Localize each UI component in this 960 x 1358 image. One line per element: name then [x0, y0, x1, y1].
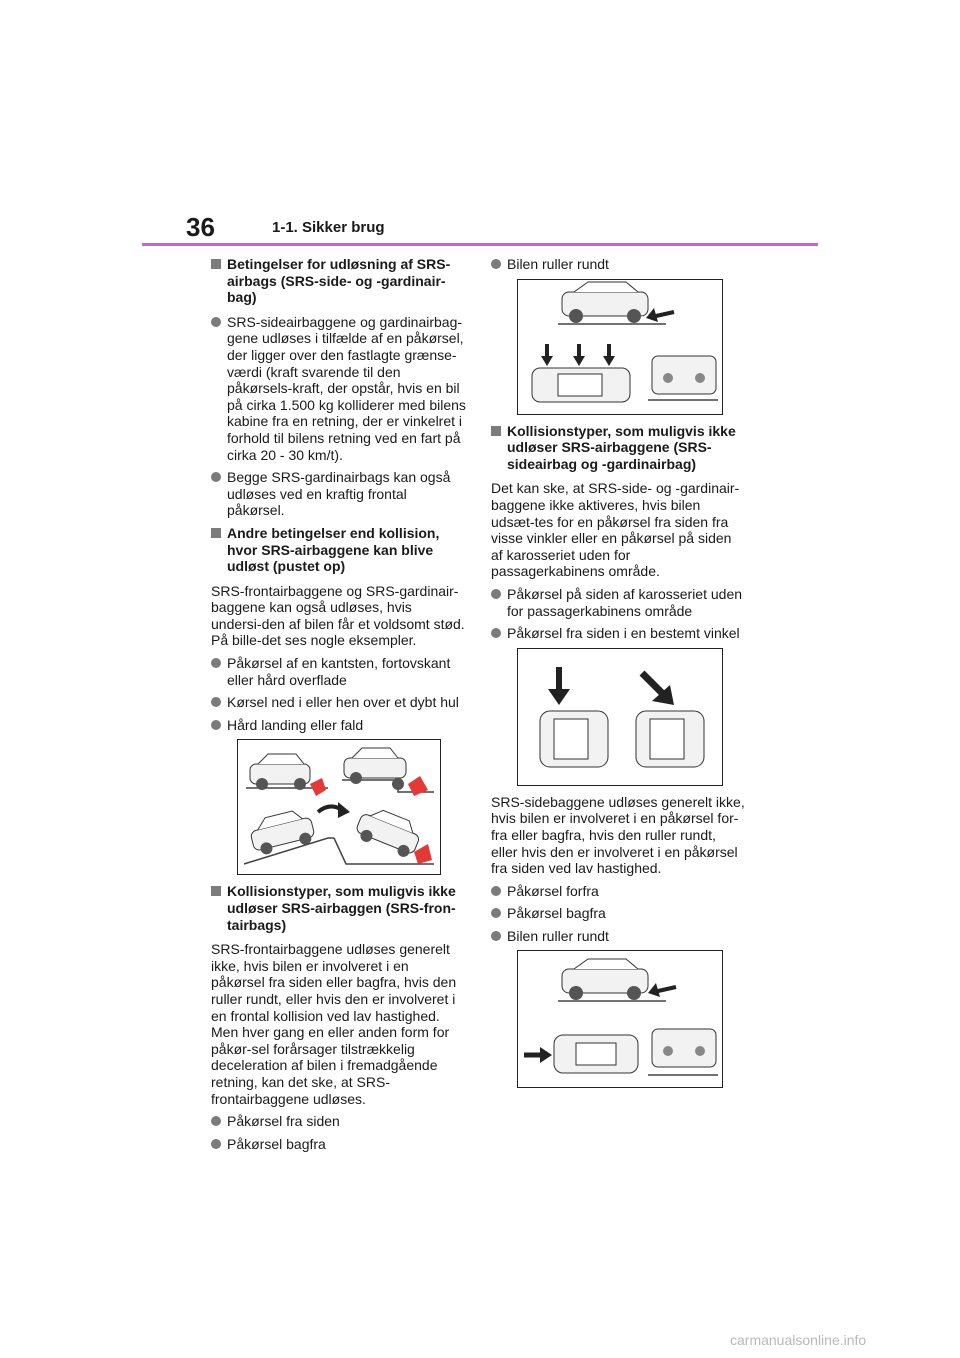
- rollover-illustration-2: [517, 950, 723, 1088]
- paragraph-underbody-impact: SRS-frontairbaggene og SRS-gardinair-baggene kan også udløses, hvis undersi-den af bilen får et voldsomt stød. På bille-det ses nogle eksempler.: [211, 582, 465, 649]
- heading-no-front-airbag: Kollisionstyper, som muligvis ikke udløser SRS-airbaggen (SRS-fron-tairbags): [211, 883, 466, 933]
- header-rule: [142, 243, 818, 246]
- bullet-curtain-frontal: Begge SRS-gardinairbags kan også udløses ved en kraftig frontal påkørsel.: [211, 469, 466, 519]
- bullet-frontal: Påkørsel forfra: [491, 883, 746, 900]
- paragraph-side-curtain: Det kan ske, at SRS-side- og -gardinair-baggene ikke aktiveres, hvis bilen udsæt-tes for en påkørsel fra siden fra visse vinkler eller en påkørsel på siden af karosseriet uden for passagerkabinens område.: [491, 480, 740, 580]
- bullet-hard-landing: Hård landing eller fald: [211, 717, 466, 734]
- left-column: [211, 256, 466, 1158]
- bullet-curb: Påkørsel af en kantsten, fortovskant eller hård overflade: [211, 655, 466, 688]
- bullet-body-outside-cabin: Påkørsel på siden af karosseriet uden for passagerkabinens område: [491, 586, 746, 619]
- heading-no-side-airbag: Kollisionstyper, som muligvis ikke udløser SRS-airbaggene (SRS-sideairbag og -gardinairbag): [491, 423, 746, 473]
- bullet-angled-side-impact: Påkørsel fra siden i en bestemt vinkel: [491, 625, 746, 642]
- bullet-side-airbag-threshold: SRS-sideairbaggene og gardinairbag-gene udløses i tilfælde af en påkørsel, der ligger over den fastlagte grænse-værdi (kraft svarende til den påkørsels-kraft, der opstår, hvis en bil på cirka 1.500 kg kolliderer med bilens kabine fra en retning, der er vinkelret i forhold til bilens retning ved en fart på cirka 20 - 30 km/t).: [211, 314, 466, 463]
- heading-other-conditions: Andre betingelser end kollision, hvor SRS-airbaggene kan blive udløst (pustet op): [211, 525, 466, 575]
- rollover-illustration-1: [517, 279, 723, 415]
- page-number: 36: [186, 212, 215, 242]
- paragraph-side-bags-general: SRS-sidebaggene udløses generelt ikke, hvis bilen er involveret i en påkørsel for-fra eller bagfra, hvis den ruller rundt, eller hvis den er involveret i en påkørsel fra siden ved lav hastighed.: [491, 793, 745, 877]
- bullet-rear: Påkørsel bagfra: [491, 905, 746, 922]
- paragraph-front-airbag: SRS-frontairbaggene udløses generelt ikke, hvis bilen er involveret i en påkørsel fra siden eller bagfra, hvis den ruller rundt, eller hvis den er involveret i en frontal kollision ved lav hastighed. Men hver gang en eller anden form for påkør-sel forårsager tilstrækkelig deceleration af bilen i fremadgående retning, kan det ske, at SRS-frontairbaggene udløses.: [211, 941, 457, 1107]
- bullet-rollover-2: Bilen ruller rundt: [491, 928, 746, 945]
- bullet-hole: Kørsel ned i eller hen over et dybt hul: [211, 694, 466, 711]
- section-title: 1-1. Sikker brug: [272, 219, 385, 236]
- bullet-rollover: Bilen ruller rundt: [491, 256, 746, 273]
- side-impact-angle-illustration: [517, 648, 723, 786]
- right-column: [491, 256, 746, 1096]
- bullet-side-impact: Påkørsel fra siden: [211, 1113, 466, 1130]
- watermark: carmanualsonline.info: [730, 1332, 867, 1348]
- underbody-impact-illustration: [237, 739, 441, 875]
- bullet-rear-impact: Påkørsel bagfra: [211, 1136, 466, 1153]
- heading-srs-side-conditions: Betingelser for udløsning af SRS-airbags (SRS-side- og -gardinair-bag): [211, 256, 466, 306]
